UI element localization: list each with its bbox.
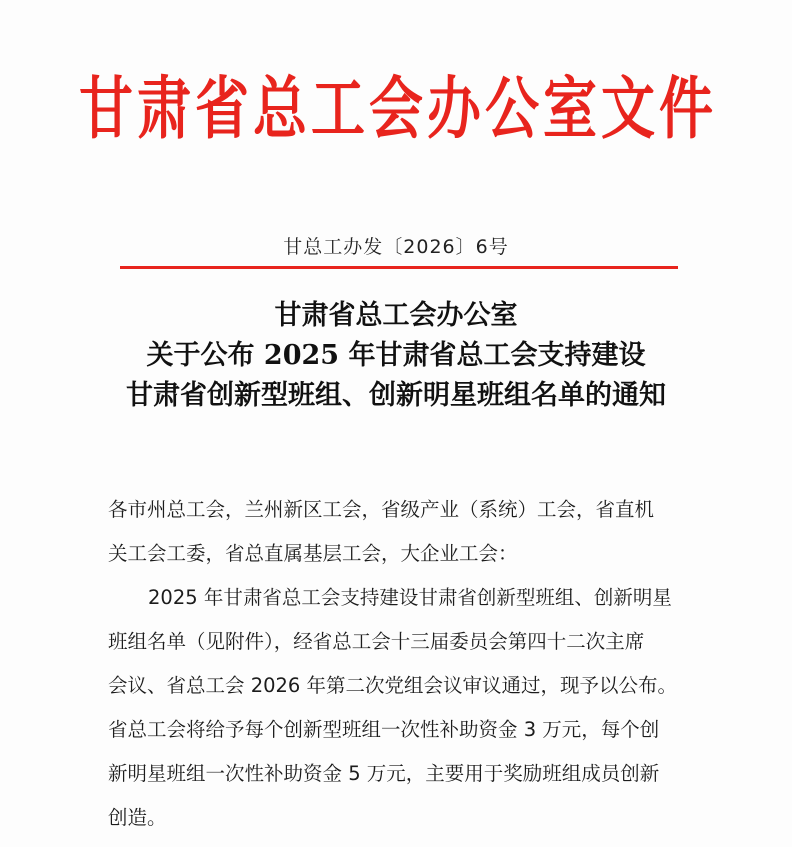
document-number: 甘总工办发〔2026〕6号 [283, 236, 509, 258]
title-line-2: 关于公布 2025 年甘肃省总工会支持建设 [146, 340, 646, 371]
title-line-1: 甘肃省总工会办公室 [274, 300, 518, 331]
body-paragraph [108, 576, 708, 840]
body-line-2: 班组名单（见附件），经省总工会十三届委员会第四十二次主席 [108, 630, 645, 653]
body-line-4: 省总工会将给予每个创新型班组一次性补助资金 3 万元，每个创 [108, 718, 660, 741]
red-divider-rule [120, 266, 678, 269]
salutation-line-1: 各市州总工会，兰州新区工会，省级产业（系统）工会，省直机 [108, 498, 655, 521]
body-line-6: 创造。 [108, 806, 167, 829]
document-body [108, 488, 708, 840]
salutation-line-2: 关工会工委，省总直属基层工会，大企业工会： [108, 542, 518, 565]
notice-title [0, 296, 792, 416]
body-line-3: 会议、省总工会 2026 年第二次党组会议审议通过，现予以公布。 [108, 674, 678, 697]
title-line-3: 甘肃省创新型班组、创新明星班组名单的通知 [126, 380, 666, 411]
body-line-5: 新明星班组一次性补助资金 5 万元，主要用于奖励班组成员创新 [108, 762, 660, 785]
salutation [108, 488, 708, 576]
body-line-1: 2025 年甘肃省总工会支持建设甘肃省创新型班组、创新明星 [148, 586, 672, 609]
masthead-title: 甘肃省总工会办公室文件 [79, 67, 717, 148]
